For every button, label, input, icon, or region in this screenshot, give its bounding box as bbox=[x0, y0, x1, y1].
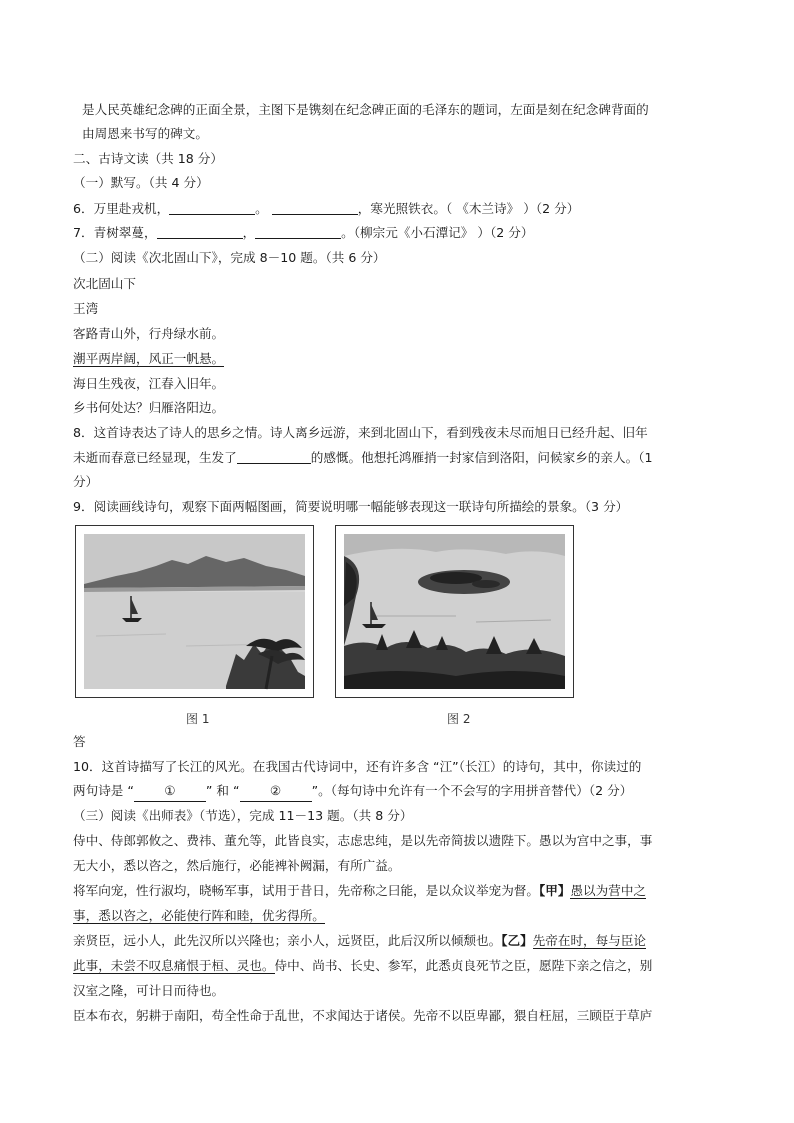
passage-p3-underlined-a: 先帝在时，每与臣论 bbox=[532, 933, 647, 948]
q10-blank-2[interactable]: ② bbox=[240, 781, 312, 802]
q8-line-2 bbox=[73, 448, 652, 468]
q10-text-b: ” 和 “ bbox=[205, 783, 240, 798]
passage-p3-text-a: 亲贤臣，远小人，此先汉所以兴隆也；亲小人，远贤臣，此后汉所以倾颓也。 bbox=[73, 933, 502, 948]
q7-text-c: 。（柳宗元《小石潭记》 ）（2 分） bbox=[341, 225, 534, 240]
q8-line-3: 分） bbox=[73, 474, 99, 489]
q8-text-b: 的感慨。他想托鸿雁捎一封家信到洛阳，问候家乡的亲人。（1 bbox=[310, 450, 653, 465]
intro-line-1: 是人民英雄纪念碑的正面全景，主图下是镌刻在纪念碑正面的毛泽东的题词，左面是刻在纪念碑背面的 bbox=[82, 102, 649, 117]
passage-p2-line-1 bbox=[73, 881, 646, 901]
q9-answer-label: 答 bbox=[73, 734, 86, 749]
question-6 bbox=[73, 199, 579, 219]
q6-text-a: 6．万里赴戎机， bbox=[73, 201, 170, 216]
figure-2 bbox=[335, 525, 574, 698]
passage-p2-text-a: 将军向宠，性行淑均，晓畅军事，试用于昔日，先帝称之曰能，是以众议举宠为督。 bbox=[73, 883, 539, 898]
passage-p2-underlined-a: 愚以为营中之 bbox=[570, 883, 647, 898]
q6-text-b: 。 bbox=[255, 201, 268, 216]
q7-text-a: 7．青树翠蔓， bbox=[73, 225, 157, 240]
figure-2-illustration bbox=[336, 526, 573, 697]
q6-blank-2[interactable] bbox=[272, 200, 358, 215]
yi-label: 【乙】 bbox=[501, 933, 533, 948]
poem-line-2 bbox=[73, 349, 224, 369]
q7-blank-1[interactable] bbox=[157, 224, 243, 239]
poem-line-2-underlined: 潮平两岸阔，风正一帆悬。 bbox=[73, 351, 225, 366]
q8-blank[interactable] bbox=[237, 449, 311, 464]
figure-2-caption: 图 2 bbox=[447, 712, 471, 726]
q7-text-b: ， bbox=[242, 225, 256, 240]
q10-text-a: 两句诗是 “ bbox=[73, 783, 134, 798]
passage-p1-line-2: 无大小，悉以咨之，然后施行，必能裨补阙漏，有所广益。 bbox=[73, 858, 401, 873]
q10-line-1: 10．这首诗描写了长江的风光。在我国古代诗词中，还有许多含 “江”（长江）的诗句，其中，你读过的 bbox=[73, 759, 642, 774]
poem-title: 次北固山下 bbox=[73, 276, 136, 291]
poem-line-3: 海日生残夜，江春入旧年。 bbox=[73, 376, 225, 391]
figure-1 bbox=[75, 525, 314, 698]
poem-line-1: 客路青山外，行舟绿水前。 bbox=[73, 326, 225, 341]
question-7 bbox=[73, 223, 534, 243]
passage-p1-line-1: 侍中、侍郎郭攸之、费祎、董允等，此皆良实，志虑忠纯，是以先帝简拔以遗陛下。愚以为宫中之事，事 bbox=[73, 833, 653, 848]
q8-line-1: 8．这首诗表达了诗人的思乡之情。诗人离乡远游，来到北固山下，看到残夜未尽而旭日已经升起、旧年 bbox=[73, 425, 648, 440]
poem-line-4: 乡书何处达？归雁洛阳边。 bbox=[73, 400, 225, 415]
passage-p2-underlined-b: 事，悉以咨之，必能使行阵和睦，优劣得所。 bbox=[73, 908, 325, 923]
figure-1-illustration bbox=[76, 526, 313, 697]
part-1-title: （一）默写。（共 4 分） bbox=[73, 175, 209, 190]
intro-line-2: 由周恩来书写的碑文。 bbox=[82, 126, 208, 141]
q10-line-2 bbox=[73, 781, 632, 801]
q6-blank-1[interactable] bbox=[169, 200, 255, 215]
passage-p3-text-b: 侍中、尚书、长史、参军，此悉贞良死节之臣，愿陛下亲之信之，别 bbox=[274, 958, 653, 973]
q8-text-a: 未逝而春意已经显现，生发了 bbox=[73, 450, 237, 465]
poem-author: 王湾 bbox=[73, 301, 99, 316]
q9-text: 9．阅读画线诗句，观察下面两幅图画，简要说明哪一幅能够表现这一联诗句所描绘的景象。（3 分） bbox=[73, 499, 629, 514]
q10-blank-1[interactable]: ① bbox=[134, 781, 206, 802]
q6-text-c: ，寒光照铁衣。（ 《木兰诗》 ）（2 分） bbox=[357, 201, 580, 216]
jia-label: 【甲】 bbox=[538, 883, 571, 898]
passage-p3-underlined-b: 此事，未尝不叹息痛恨于桓、灵也。 bbox=[73, 958, 275, 973]
passage-p2-line-2 bbox=[73, 906, 325, 926]
q10-text-c: ”。（每句诗中允许有一个不会写的字用拼音替代）（2 分） bbox=[311, 783, 633, 798]
section-2-title: 二、古诗文读（共 18 分） bbox=[73, 151, 223, 166]
passage-p3-line-2 bbox=[73, 956, 652, 976]
passage-p3-line-3: 汉室之隆，可计日而待也。 bbox=[73, 983, 225, 998]
part-2-title: （二）阅读《次北固山下》，完成 8－10 题。（共 6 分） bbox=[73, 250, 386, 265]
passage-p4-line-1: 臣本布衣，躬耕于南阳，苟全性命于乱世，不求闻达于诸侯。先帝不以臣卑鄙，猥自枉屈，三顾臣于草庐 bbox=[73, 1008, 653, 1023]
part-3-title: （三）阅读《出师表》（节选），完成 11－13 题。（共 8 分） bbox=[73, 808, 413, 823]
figure-1-caption: 图 1 bbox=[186, 712, 210, 726]
passage-p3-line-1 bbox=[73, 931, 646, 951]
q7-blank-2[interactable] bbox=[255, 224, 341, 239]
